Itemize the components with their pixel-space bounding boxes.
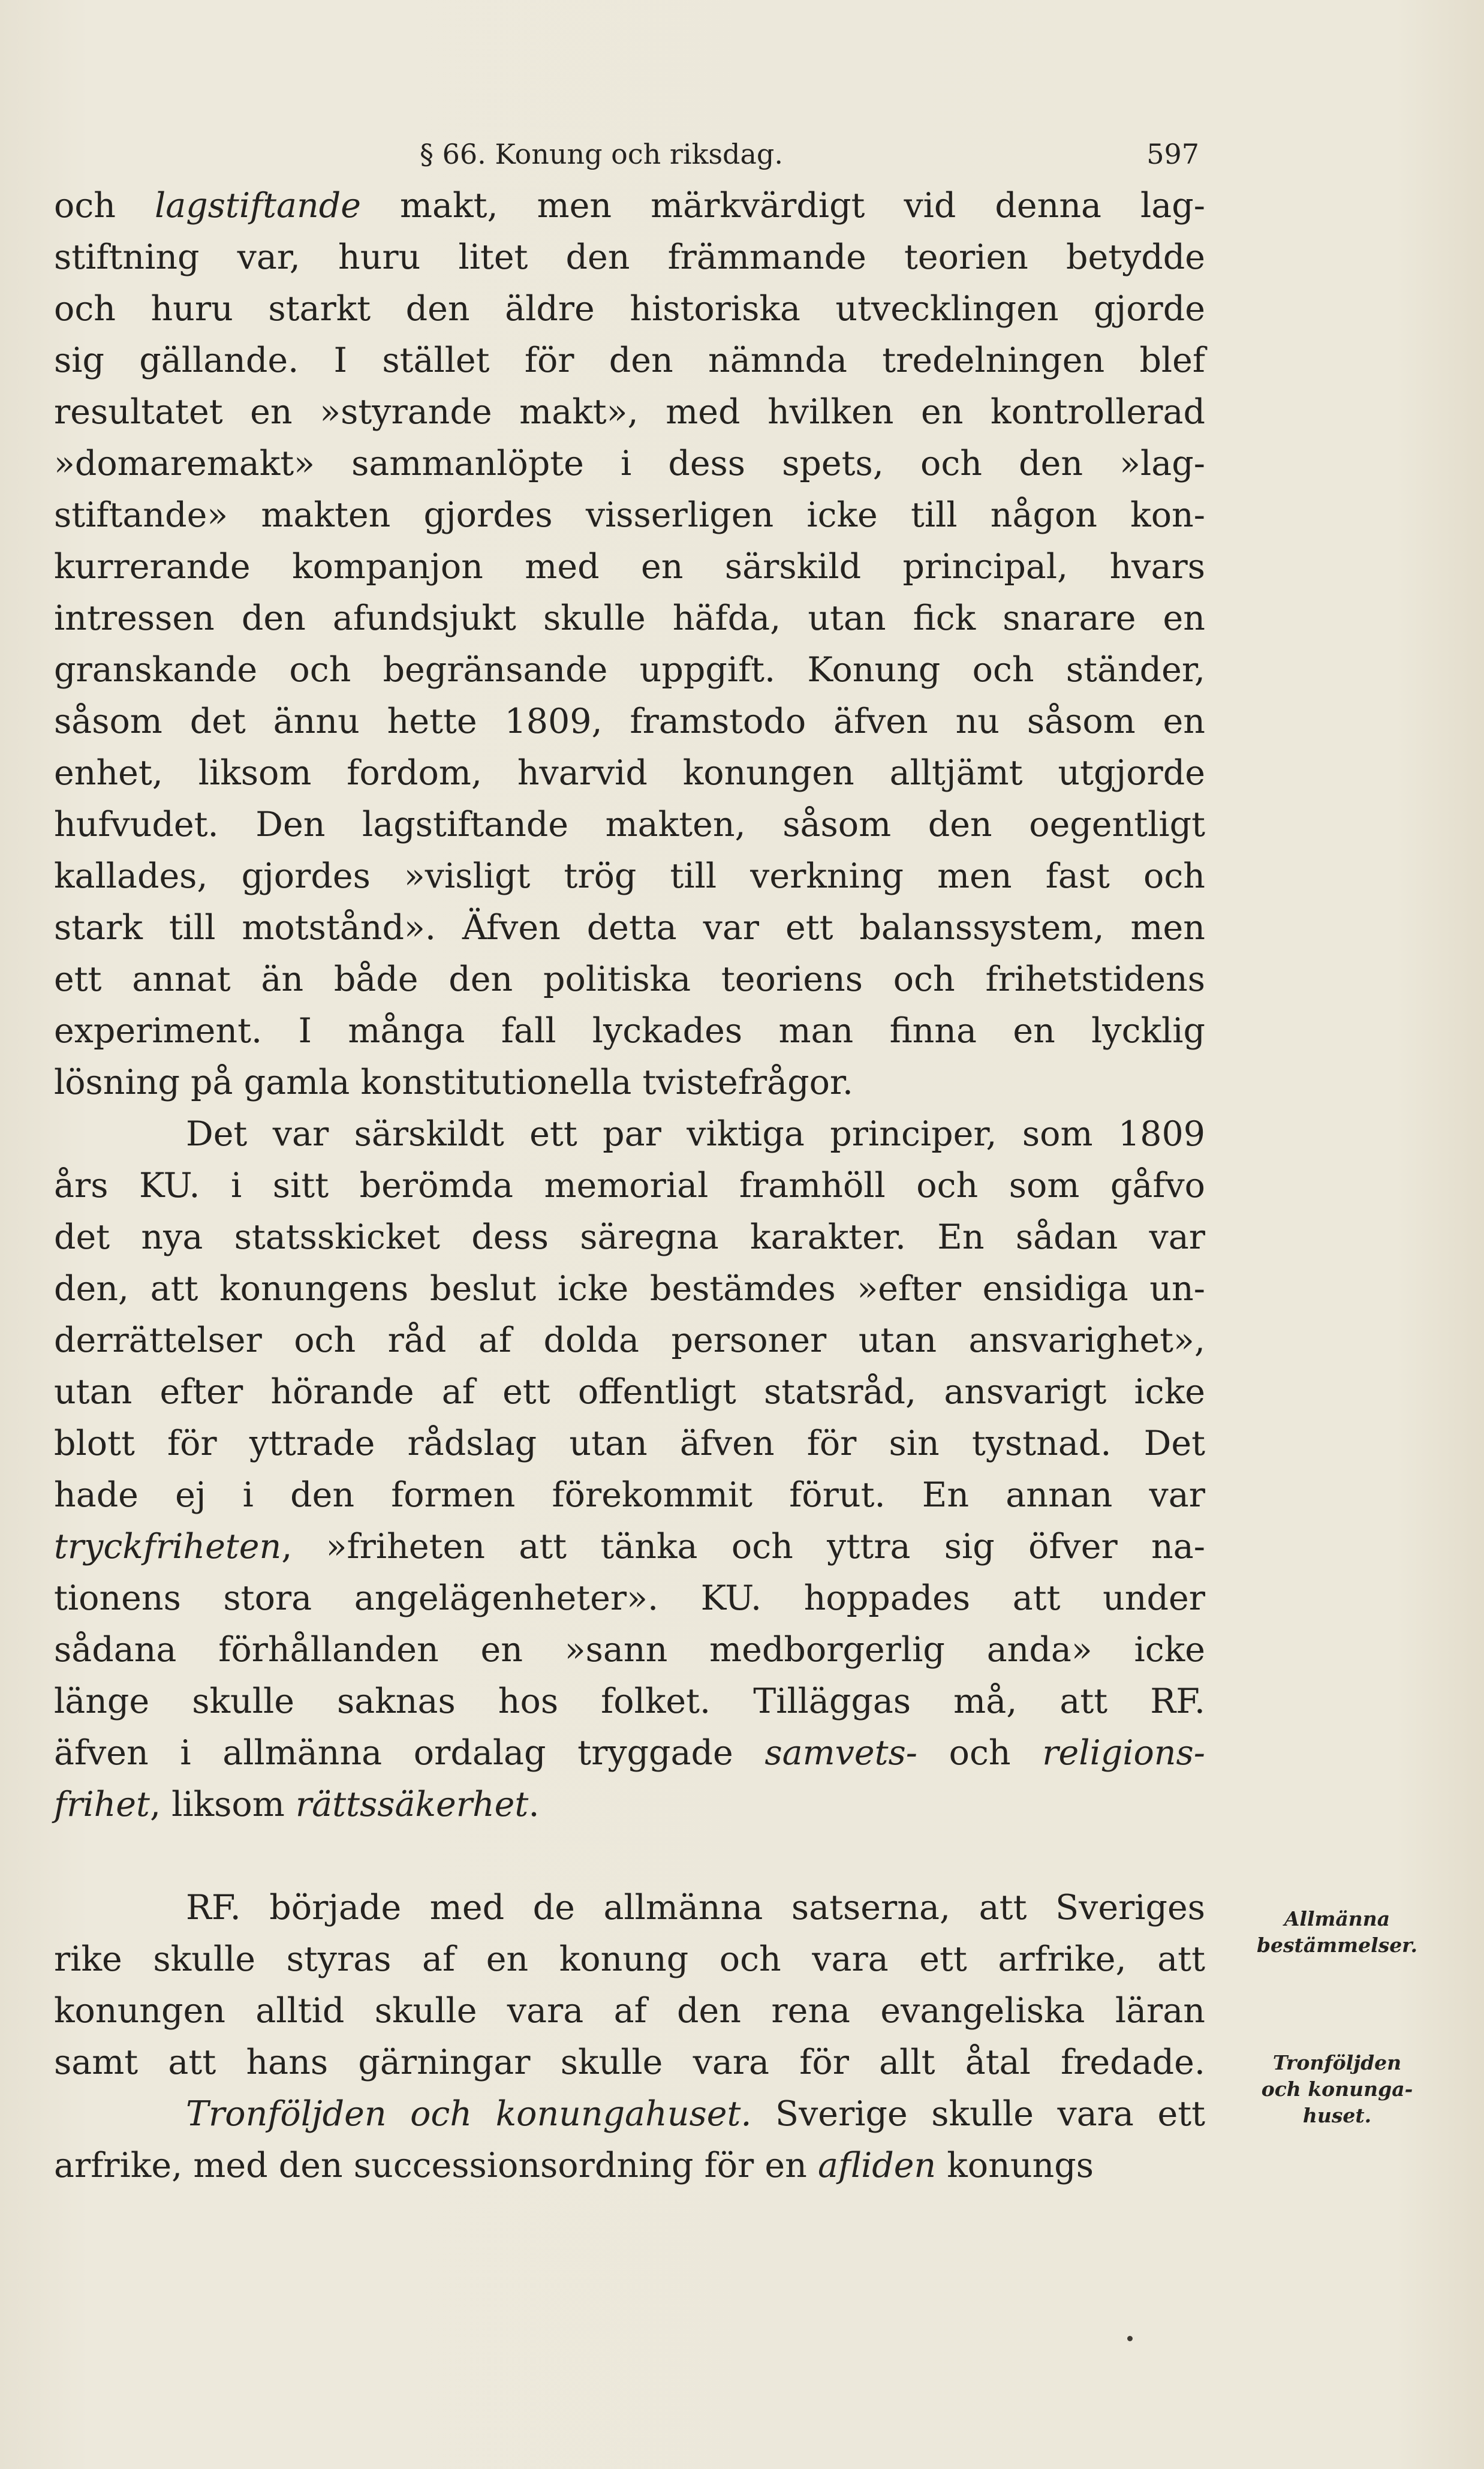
text-span: experiment. I många fall lyckades man finna en lycklig [54, 1011, 1205, 1051]
text-line [54, 696, 1205, 747]
margin-note-line: huset. [1302, 2104, 1372, 2127]
text-span: och [917, 1733, 1043, 1773]
italic-text: afliden [817, 2146, 937, 2185]
text-span: resultatet en »styrande makt», med hvilken en kontrollerad [54, 392, 1205, 432]
text-line [54, 1676, 1205, 1727]
margin-note-general-provisions [1217, 1906, 1457, 1959]
text-line [54, 1779, 1205, 1830]
text-line [54, 2140, 1205, 2191]
text-line [54, 489, 1205, 541]
text-line [54, 438, 1205, 489]
margin-note-succession [1217, 2050, 1457, 2129]
text-line [54, 902, 1205, 954]
text-line [54, 1624, 1205, 1676]
page-number: 597 [1146, 138, 1199, 170]
text-span: , liksom [149, 1785, 296, 1824]
text-span: derrättelser och råd af dolda personer utan ansvarighet», [54, 1321, 1205, 1360]
text-line [54, 954, 1205, 1005]
text-span: sig gällande. I stället för den nämnda tredelningen blef [54, 341, 1205, 380]
margin-note-line: bestämmelser. [1256, 1933, 1418, 1957]
text-span: lösning på gamla konstitutionella tvistefrågor. [54, 1063, 853, 1102]
text-span: intressen den afundsjukt skulle häfda, utan fick snarare en [54, 599, 1205, 638]
text-span: RF. började med de allmänna satserna, att Sveriges [186, 1888, 1205, 1927]
text-line [54, 1160, 1205, 1211]
text-span: tionens stora angelägenheter». KU. hoppades att under [54, 1578, 1205, 1618]
text-span: den, att konungens beslut icke bestämdes »efter ensidiga un- [54, 1269, 1205, 1309]
text-span: kurrerande kompanjon med en särskild principal, hvars [54, 547, 1205, 587]
margin-note-line: Allmänna [1284, 1907, 1390, 1930]
text-span: Det var särskildt ett par viktiga principer, som 1809 [186, 1114, 1205, 1154]
text-line [54, 1418, 1205, 1469]
text-line [54, 1005, 1205, 1057]
text-span: »domaremakt» sammanlöpte i dess spets, och den »lag- [54, 444, 1205, 483]
text-span: , »friheten att tänka och yttra sig öfver na- [281, 1527, 1205, 1566]
text-line [54, 644, 1205, 696]
text-line [54, 1985, 1205, 2037]
italic-text: religions- [1042, 1733, 1205, 1773]
italic-text: tryckfriheten [54, 1527, 282, 1566]
text-span: hade ej i den formen förekommit förut. En annan var [54, 1475, 1205, 1515]
text-line [54, 850, 1205, 902]
italic-text: samvets- [764, 1733, 918, 1773]
text-line [54, 283, 1205, 335]
text-span: och huru starkt den äldre historiska utvecklingen gjorde [54, 289, 1205, 329]
text-line [54, 1315, 1205, 1366]
text-span: arfrike, med den successionsordning för en [54, 2146, 818, 2185]
text-line [54, 1727, 1205, 1779]
italic-text: Tronföljden och konungahuset. [186, 2094, 752, 2134]
text-span: blott för yttrade rådslag utan äfven för sin tystnad. Det [54, 1424, 1205, 1463]
text-line [54, 1057, 1205, 1108]
text-line [54, 799, 1205, 850]
text-span: års KU. i sitt berömda memorial framhöll och som gåfvo [54, 1166, 1205, 1205]
running-title: § 66. Konung och riksdag. [420, 138, 783, 170]
text-line [54, 180, 1205, 231]
text-line [54, 2037, 1205, 2088]
text-span: stiftning var, huru litet den främmande teorien betydde [54, 237, 1205, 277]
text-span: länge skulle saknas hos folket. Tilläggas må, att RF. [54, 1682, 1205, 1721]
text-line [54, 1211, 1205, 1263]
margin-note-line: Tronföljden [1272, 2051, 1402, 2074]
text-span: . [528, 1785, 540, 1824]
text-span: kallades, gjordes »visligt trög till verkning men fast och [54, 856, 1205, 896]
text-span: såsom det ännu hette 1809, framstodo äfven nu såsom en [54, 702, 1205, 741]
text-line [54, 1521, 1205, 1572]
running-header [420, 133, 1199, 175]
text-span: makt, men märkvärdigt vid denna lag- [360, 186, 1205, 225]
text-span: det nya statsskicket dess säregna karakter. En sådan var [54, 1217, 1205, 1257]
margin-note-line: och konunga- [1261, 2077, 1413, 2101]
text-line [54, 231, 1205, 283]
text-span: rike skulle styras af en konung och vara ett arfrike, att [54, 1939, 1205, 1979]
text-span: konungen alltid skulle vara af den rena evangeliska läran [54, 1991, 1205, 2031]
italic-text: rättssäkerhet [295, 1785, 529, 1824]
text-line [54, 1469, 1205, 1521]
text-line [54, 541, 1205, 593]
text-span: granskande och begränsande uppgift. Konung och ständer, [54, 650, 1205, 690]
text-line [186, 2088, 1205, 2140]
text-span: konungs [936, 2146, 1094, 2185]
text-span: enhet, liksom fordom, hvarvid konungen alltjämt utgjorde [54, 753, 1205, 793]
text-span: Sverige skulle vara ett [751, 2094, 1206, 2134]
text-span: stiftande» makten gjordes visserligen icke till någon kon- [54, 495, 1205, 535]
text-span: hufvudet. Den lagstiftande makten, såsom den oegentligt [54, 805, 1205, 844]
italic-text: lagstiftande [154, 186, 361, 225]
text-span: utan efter hörande af ett offentligt statsråd, ansvarigt icke [54, 1372, 1205, 1412]
text-line [54, 1933, 1205, 1985]
text-span: stark till motstånd». Äfven detta var ett balanssystem, men [54, 908, 1205, 948]
text-line [54, 1572, 1205, 1624]
text-span: och [54, 186, 155, 225]
text-line [186, 1882, 1205, 1933]
text-span: ett annat än både den politiska teoriens och frihetstidens [54, 960, 1205, 999]
text-line [54, 747, 1205, 799]
text-line [54, 335, 1205, 386]
text-line [54, 1366, 1205, 1418]
italic-text: frihet [54, 1785, 150, 1824]
text-span: samt att hans gärningar skulle vara för allt åtal fredade. [54, 2043, 1205, 2082]
text-line [186, 1108, 1205, 1160]
ink-speck [1127, 2336, 1133, 2341]
text-line [54, 386, 1205, 438]
text-line [54, 1263, 1205, 1315]
text-span: sådana förhållanden en »sann medborgerlig anda» icke [54, 1630, 1205, 1670]
text-span: äfven i allmänna ordalag tryggade [54, 1733, 765, 1773]
text-line [54, 593, 1205, 644]
